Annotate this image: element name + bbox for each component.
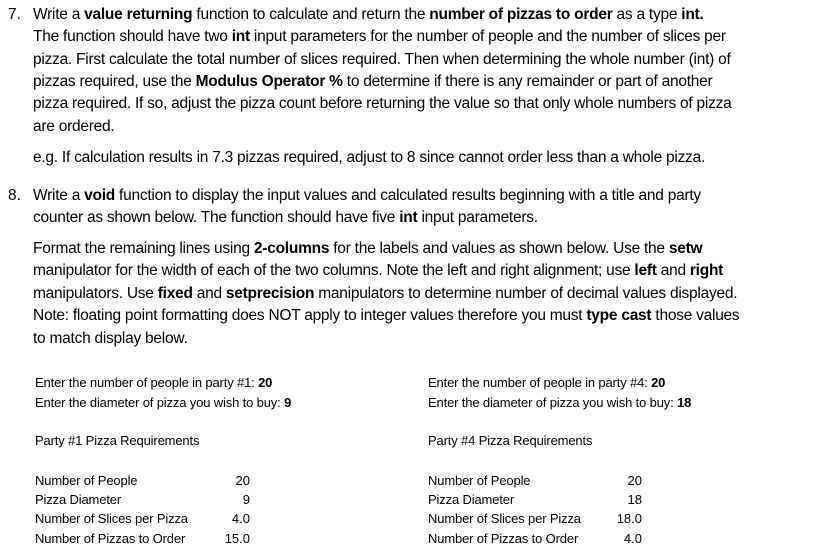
text-segment: The function should have two	[33, 28, 232, 45]
bold-term: Modulus Operator %	[195, 73, 343, 90]
bold-term: int.	[681, 6, 704, 23]
text-segment: and	[192, 285, 226, 302]
prompt-people	[428, 375, 665, 390]
text-segment: e.g. If calculation results in 7.3 pizzas required, adjust to 8 since cannot order less than a whole pizza.	[33, 149, 705, 166]
row-label: Number of People	[428, 473, 531, 488]
row-value: 9	[242, 492, 250, 507]
question-text-line	[33, 307, 739, 325]
prompt-label: Enter the number of people in party #1:	[35, 375, 259, 390]
question-text-line	[33, 330, 188, 348]
row-label: Pizza Diameter	[428, 492, 515, 507]
text-segment: function to calculate and return the	[192, 6, 430, 23]
text-segment: counter as shown below. The function should have five	[33, 209, 400, 226]
prompt-label: Enter the diameter of pizza you wish to buy:	[35, 395, 285, 410]
question-number: 8.	[8, 187, 21, 204]
text-segment: Write a	[33, 6, 85, 23]
prompt-diameter	[35, 395, 291, 410]
question-text-line	[33, 149, 705, 167]
diameter-input-value: 9	[284, 395, 292, 410]
bold-term: int	[231, 28, 250, 45]
prompt-people	[35, 375, 272, 390]
bold-term: int	[399, 209, 418, 226]
bold-term: number of pizzas to order	[429, 6, 613, 23]
text-segment: input parameters for the number of people and the number of slices per	[249, 28, 726, 45]
question-text-line	[33, 187, 701, 205]
text-segment: pizza. First calculate the total number of slices required. Then when determining the whole number (int) of	[33, 51, 731, 68]
text-segment: manipulator for the width of each of the two columns. Note the left and right alignment; use	[33, 262, 635, 279]
row-label: Pizza Diameter	[35, 492, 122, 507]
row-value: 15.0	[224, 531, 250, 546]
bold-term: type cast	[586, 307, 652, 324]
question-text-line	[33, 118, 114, 136]
bold-term: value returning	[84, 6, 193, 23]
requirements-title: Party #4 Pizza Requirements	[428, 433, 593, 448]
question-text-line	[33, 240, 702, 258]
question-text-line	[33, 95, 731, 113]
text-segment: to determine if there is any remainder or part of another	[342, 73, 713, 90]
text-segment: Format the remaining lines using	[33, 240, 254, 257]
question-text-line	[33, 209, 538, 227]
question-text-line	[33, 28, 726, 46]
text-segment: pizzas required, use the	[33, 73, 196, 90]
bold-term: right	[689, 262, 724, 279]
text-segment: for the labels and values as shown below. Use the	[329, 240, 669, 257]
row-value: 18	[627, 492, 642, 507]
row-value: 20	[235, 473, 250, 488]
bold-term: left	[634, 262, 657, 279]
bold-term: setw	[668, 240, 703, 257]
question-text-line	[33, 285, 737, 303]
question-text-line	[33, 262, 723, 280]
prompt-diameter	[428, 395, 691, 410]
bold-term: fixed	[157, 285, 193, 302]
row-value: 18.0	[616, 511, 642, 526]
text-segment: Write a	[33, 187, 85, 204]
row-label: Number of Pizzas to Order	[428, 531, 579, 546]
prompt-label: Enter the diameter of pizza you wish to buy:	[428, 395, 678, 410]
question-text-line	[33, 51, 731, 69]
text-segment: input parameters.	[417, 209, 538, 226]
row-label: Number of Slices per Pizza	[428, 511, 581, 526]
row-label: Number of Slices per Pizza	[35, 511, 188, 526]
people-input-value: 20	[651, 375, 666, 390]
text-segment: are ordered.	[33, 118, 115, 135]
question-number: 7.	[8, 6, 21, 23]
text-segment: to match display below.	[33, 330, 188, 347]
text-segment: manipulators. Use	[33, 285, 158, 302]
text-segment: Note: floating point formatting does NOT apply to integer values therefore you must	[33, 307, 587, 324]
text-segment: manipulators to determine number of decimal values displayed.	[314, 285, 738, 302]
row-value: 4.0	[623, 531, 642, 546]
people-input-value: 20	[258, 375, 273, 390]
text-segment: those values	[651, 307, 740, 324]
bold-term: 2-columns	[253, 240, 330, 257]
row-value: 4.0	[231, 511, 250, 526]
diameter-input-value: 18	[677, 395, 692, 410]
text-segment: and	[656, 262, 690, 279]
requirements-title: Party #1 Pizza Requirements	[35, 433, 200, 448]
row-label: Number of People	[35, 473, 138, 488]
bold-term: setprecision	[225, 285, 315, 302]
row-value: 20	[627, 473, 642, 488]
question-text-line	[33, 73, 712, 91]
text-segment: pizza required. If so, adjust the pizza count before returning the value so that only whole numbers of pizza	[33, 95, 732, 112]
bold-term: void	[84, 187, 115, 204]
text-segment: as a type	[612, 6, 682, 23]
text-segment: function to display the input values and calculated results beginning with a title and party	[115, 187, 701, 204]
prompt-label: Enter the number of people in party #4:	[428, 375, 652, 390]
row-label: Number of Pizzas to Order	[35, 531, 186, 546]
question-text-line	[33, 6, 704, 24]
